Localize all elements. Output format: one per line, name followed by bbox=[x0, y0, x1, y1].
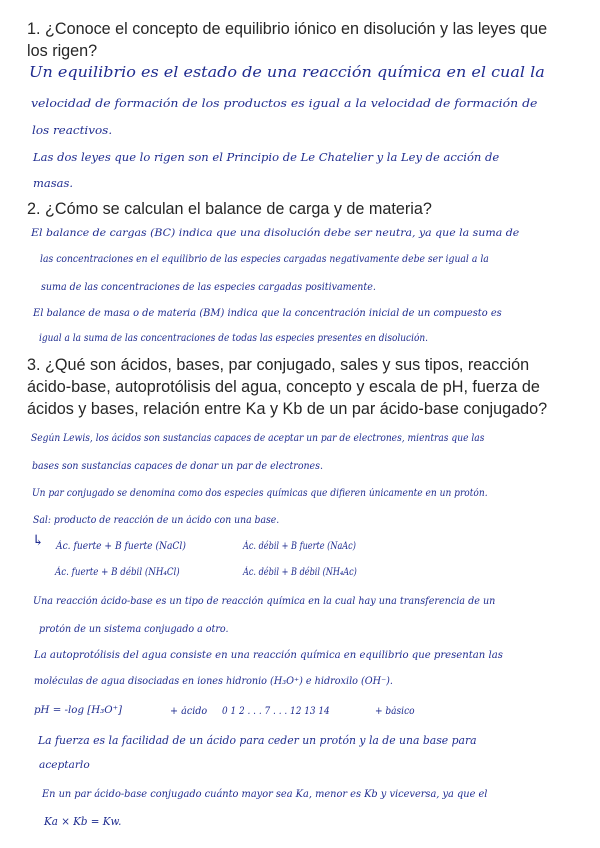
answer-1-line-1: Un equilibrio es el estado de una reacción química en el cual la bbox=[29, 65, 545, 81]
question-2: 2. ¿Cómo se calculan el balance de carga y de materia? bbox=[27, 200, 432, 218]
salt-type-strong-strong: Ác. fuerte + B fuerte (NaCl) bbox=[56, 541, 186, 552]
answer-3-line-7: La autoprotólisis del agua consiste en una reacción química en equilibrio que presentan las bbox=[34, 649, 503, 661]
answer-3-line-11: En un par ácido-base conjugado cuánto mayor sea Ka, menor es Kb y viceversa, ya que el bbox=[42, 789, 488, 800]
ph-acid-label: + ácido bbox=[170, 706, 208, 717]
answer-3-line-8: moléculas de agua disociadas en iones hidronio (H₃O⁺) e hidroxilo (OH⁻). bbox=[34, 676, 394, 687]
answer-3-line-2: bases son sustancias capaces de donar un par de electrones. bbox=[32, 461, 323, 472]
answer-2-line-5: igual a la suma de las concentraciones de todas las especies presentes en disolución. bbox=[39, 333, 429, 344]
answer-2-line-4: El balance de masa o de materia (BM) indica que la concentración inicial de un compuesto es bbox=[33, 308, 502, 319]
answer-2-line-2: las concentraciones en el equilibrio de las especies cargadas negativamente debe ser igual a la bbox=[40, 254, 489, 265]
salt-type-weak-weak: Ác. débil + B débil (NH₄Ac) bbox=[243, 567, 357, 578]
question-3: 3. ¿Qué son ácidos, bases, par conjugado, sales y sus tipos, reacción ácido-base, autoprotólisis del agua, concepto y escala de pH, fuerza de ácidos y bases, relación entre Ka y Kb de un par ácido-base conjugado? bbox=[27, 356, 548, 418]
answer-1-line-3: los reactivos. bbox=[32, 123, 113, 137]
answer-3-line-12: Ka × Kb = Kw. bbox=[44, 814, 122, 828]
question-1: 1. ¿Conoce el concepto de equilibrio iónico en disolución y las leyes que los rigen? bbox=[27, 20, 548, 60]
salt-type-weak-strong: Ác. débil + B fuerte (NaAc) bbox=[243, 541, 356, 552]
answer-3-line-3: Un par conjugado se denomina como dos especies químicas que difieren únicamente en un protón. bbox=[32, 488, 488, 499]
salt-type-strong-weak: Ác. fuerte + B débil (NH₄Cl) bbox=[55, 567, 180, 578]
answer-1-line-5: masas. bbox=[33, 176, 74, 190]
ph-basic-label: + básico bbox=[375, 706, 415, 717]
answer-2-line-1: El balance de cargas (BC) indica que una disolución debe ser neutra, ya que la suma de bbox=[31, 227, 520, 239]
answer-3-line-9: La fuerza es la facilidad de un ácido para ceder un protón y la de una base para bbox=[38, 733, 477, 747]
ph-scale: 0 1 2 . . . 7 . . . 12 13 14 bbox=[222, 706, 330, 717]
answer-3-line-5: Una reacción ácido-base es un tipo de reacción química en la cual hay una transferencia de un bbox=[33, 596, 496, 607]
answer-1-line-2: velocidad de formación de los productos es igual a la velocidad de formación de bbox=[31, 96, 538, 110]
salt-types-arrow: ↳ bbox=[32, 533, 45, 549]
answer-3-line-10: aceptarlo bbox=[39, 759, 90, 771]
answer-1-line-4: Las dos leyes que lo rigen son el Principio de Le Chatelier y la Ley de acción de bbox=[33, 150, 500, 164]
ph-formula: pH = -log [H₃O⁺] bbox=[34, 704, 123, 716]
answer-3-line-1: Según Lewis, los ácidos son sustancias capaces de aceptar un par de electrones, mientras que las bbox=[31, 433, 485, 444]
answer-3-line-6: protón de un sistema conjugado a otro. bbox=[39, 624, 229, 635]
answer-3-line-4: Sal: producto de reacción de un ácido con una base. bbox=[33, 515, 280, 526]
answer-2-line-3: suma de las concentraciones de las especies cargadas positivamente. bbox=[41, 282, 376, 293]
